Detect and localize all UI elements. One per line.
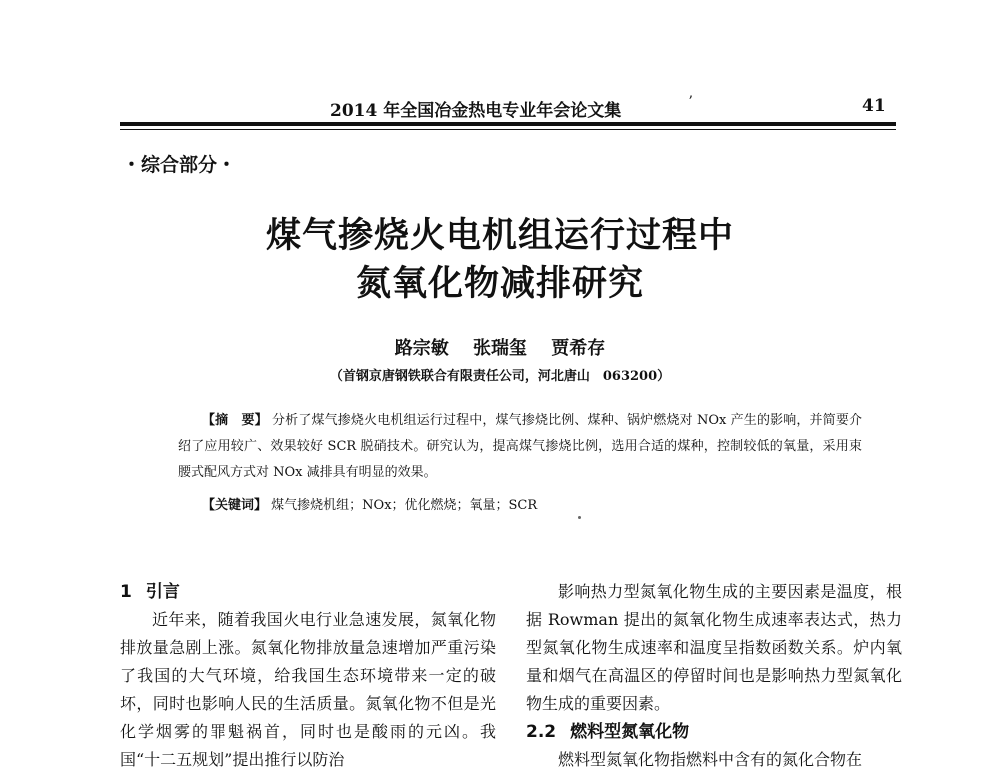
section-label: ・综合部分・ (122, 154, 237, 176)
heading-text: 燃料型氮氧化物 (570, 722, 690, 742)
keywords (202, 494, 537, 513)
page-number: 41 (862, 96, 886, 116)
affiliation: （首钢京唐钢铁联合有限责任公司，河北唐山 063200） (329, 369, 671, 384)
keywords-text: 煤气掺烧机组；NOx；优化燃烧；氧量；SCR (271, 498, 538, 513)
paper-title-line-1: 煤气掺烧火电机组运行过程中 (265, 215, 734, 256)
intro-paragraph: 近年来，随着我国火电行业急速发展，氮氧化物排放量急剧上涨。氮氧化物排放量急速增加严重污染了我国的大气环境，给我国生态环境带来一定的破坏，同时也影响人民的生活质量。氮氧化物不但是光化学烟雾的罪魁祸首，同时也是酸雨的元凶。我国“十二五规划”提出推行以防治 (120, 610, 496, 768)
heading-number: 2.2 (526, 722, 557, 742)
keywords-label: 【关键词】 (202, 498, 268, 513)
header-rule-thin (120, 129, 896, 130)
right-column (526, 578, 902, 768)
paper-title-line-2: 氮氧化物减排研究 (355, 263, 644, 304)
thermal-nox-paragraph: 影响热力型氮氧化物生成的主要因素是温度，根据 Rowman 提出的氮氧化物生成速率表达式，热力型氮氧化物生成速率和温度呈指数函数关系。炉内氧量和烟气在高温区的停留时间也是影响热力型氮氧化物生成的重要因素。 (526, 582, 902, 713)
left-column (120, 578, 496, 768)
header-mark: ʼ (688, 94, 693, 110)
authors: 路宗敏 张瑞玺 贾希存 (394, 338, 606, 359)
journal-title: 2014 年全国冶金热电专业年会论文集 (330, 101, 622, 121)
section-heading-intro (120, 578, 496, 606)
scan-speck (578, 516, 581, 519)
section-heading-fuel-nox (526, 718, 902, 746)
header-rule-thick (120, 122, 896, 126)
fuel-nox-paragraph: 燃料型氮氧化物指燃料中含有的氮化合物在 (558, 750, 863, 768)
abstract-label: 【摘 要】 (202, 413, 268, 428)
heading-number: 1 (120, 582, 132, 602)
abstract-text: 分析了煤气掺烧火电机组运行过程中，煤气掺烧比例、煤种、锅炉燃烧对 NOx 产生的影响，并简要介绍了应用较广、效果较好 SCR 脱硝技术。研究认为，提高煤气掺烧比例，选用合适的煤种，控制较低的氧量，采用束腰式配风方式对 NOx 减排具有明显的效果。 (178, 413, 862, 480)
heading-text: 引言 (145, 582, 180, 602)
abstract (178, 408, 862, 486)
